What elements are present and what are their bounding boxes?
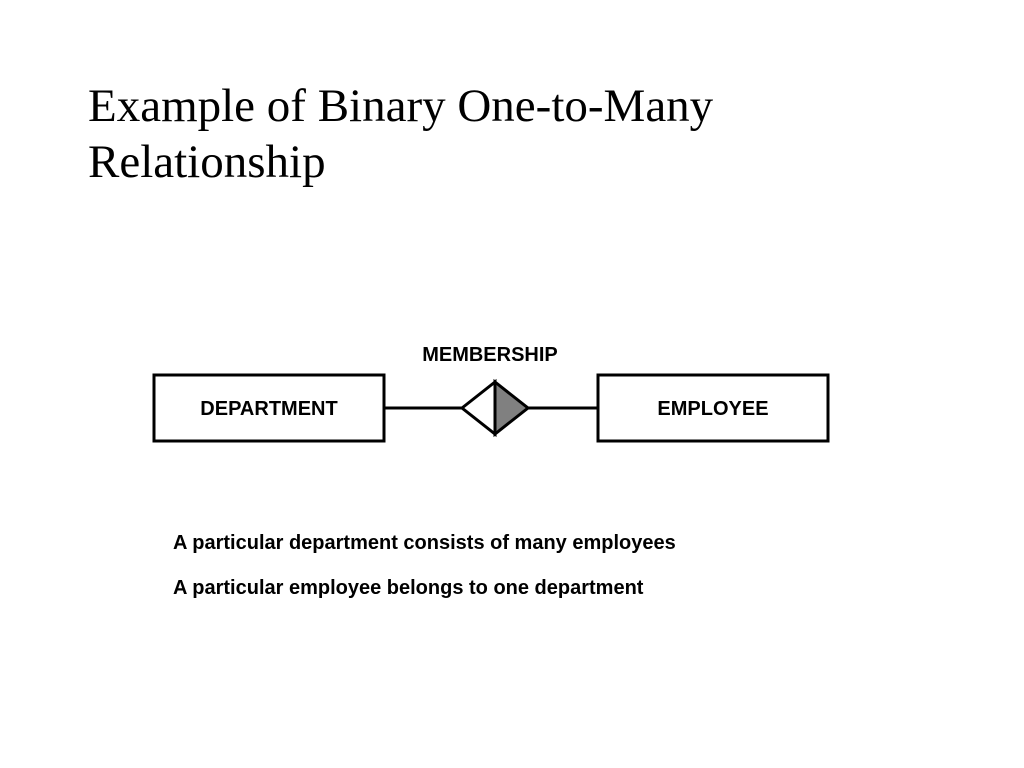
title-line-1: Example of Binary One-to-Many [88, 80, 714, 132]
relationship-statements [173, 530, 676, 620]
statement-employee-to-department: A particular employee belongs to one department [173, 577, 644, 599]
title-line-2: Relationship [88, 136, 326, 188]
relationship-diamond-one-side [462, 382, 495, 434]
relationship-label: MEMBERSHIP [422, 344, 558, 366]
entity-department-label: DEPARTMENT [200, 398, 338, 420]
relationship-diamond-many-side [495, 382, 528, 434]
statement-department-to-employees: A particular department consists of many employees [173, 532, 676, 554]
entity-employee-label: EMPLOYEE [657, 398, 769, 420]
